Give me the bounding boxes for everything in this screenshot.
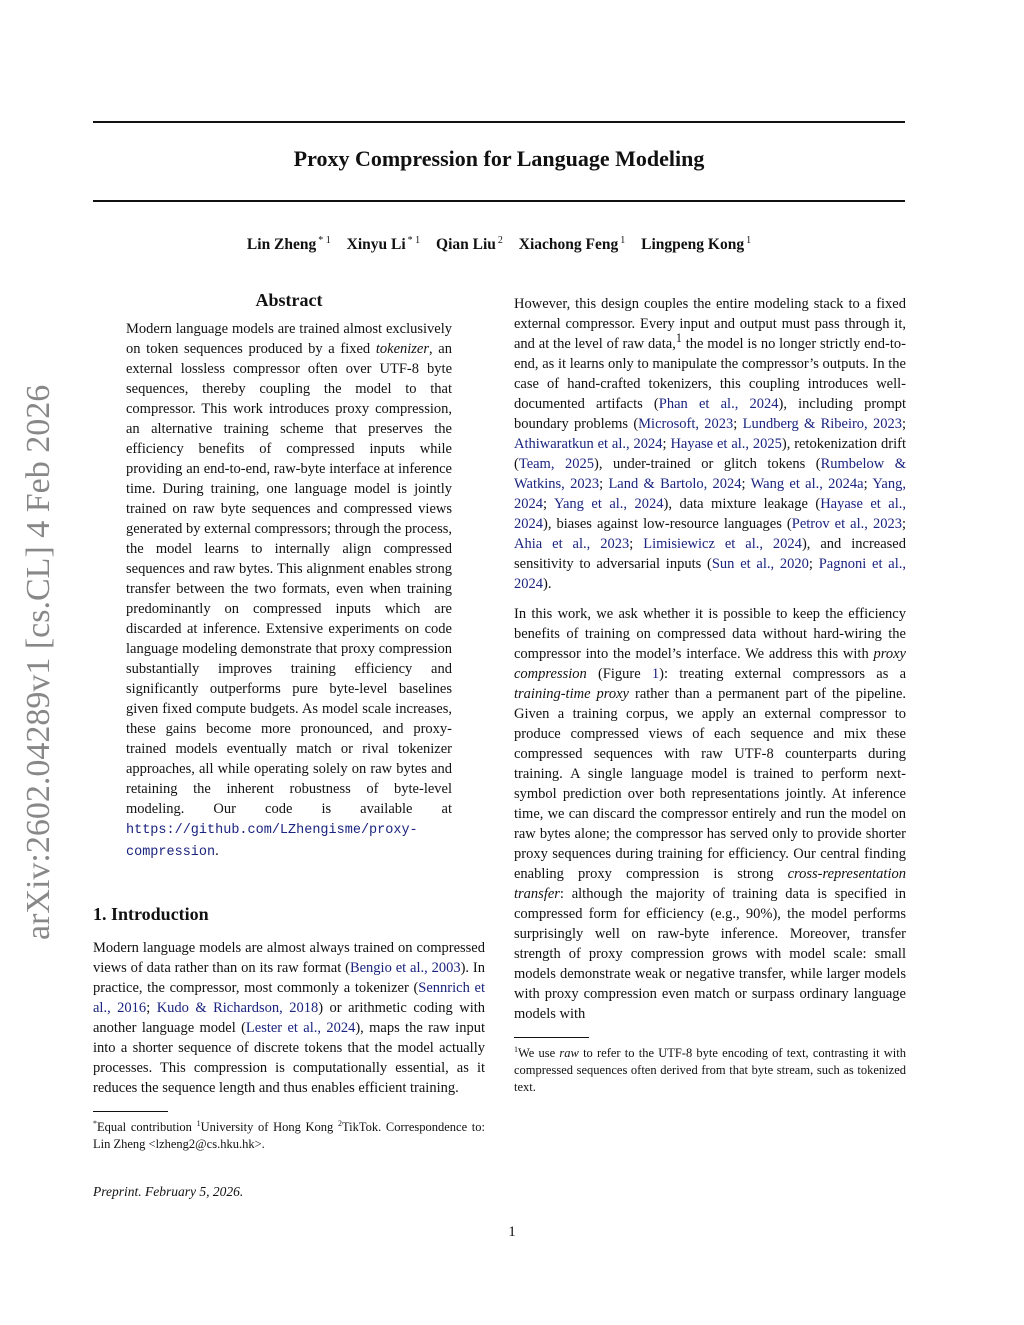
paragraph-text: ): treating external compressors as a: [659, 666, 906, 682]
citation-link[interactable]: Pagnoni et al., 2024: [514, 556, 906, 592]
author-affiliation: * 1: [407, 234, 421, 246]
paragraph-text: ), maps the raw input into a shorter sequence of discrete tokens that the model actually processes. This compression is computationally essential, as it reduces the sequence length and thus enables efficient training.: [93, 1020, 485, 1096]
abstract-text: Modern language models are trained almost exclusively on token sequences produced by a fixed: [126, 321, 452, 357]
preprint-note: Preprint. February 5, 2026.: [93, 1184, 244, 1199]
paper-title: Proxy Compression for Language Modeling: [293, 146, 705, 171]
page-number: 1: [508, 1224, 516, 1240]
citation-link[interactable]: Petrov et al., 2023: [791, 516, 902, 532]
author: [247, 236, 331, 253]
citation-separator: ;: [543, 496, 554, 512]
citation-separator: ;: [733, 416, 743, 432]
citation-separator: ;: [901, 416, 907, 432]
intro-paragraph-2: [514, 294, 906, 594]
author-affiliation: 1: [620, 234, 626, 246]
paragraph-text: ), and increased sensitivity to adversarial inputs (: [514, 536, 906, 572]
author-name: Lin Zheng: [246, 236, 317, 253]
paragraph-text: ) or arithmetic coding with another language model (: [93, 1000, 486, 1036]
footnote-text: TikTok. Correspondence to: Lin Zheng <lzheng2@cs.hku.hk>.: [93, 1120, 485, 1151]
footnote-reference[interactable]: 1: [675, 331, 682, 346]
author: [436, 236, 503, 253]
paragraph-text: ).: [543, 576, 552, 592]
citation-separator: ;: [741, 476, 751, 492]
intro-paragraph-1: [93, 938, 485, 1098]
citation-link[interactable]: Bengio et al., 2003: [349, 960, 461, 976]
citation-link[interactable]: Lester et al., 2024: [245, 1020, 356, 1036]
citation-separator: ;: [599, 476, 609, 492]
citation-link[interactable]: Phan et al., 2024: [658, 396, 779, 412]
citation-link[interactable]: Limisiewicz et al., 2024: [643, 536, 802, 552]
citation-link[interactable]: Sennrich et al., 2016: [93, 980, 485, 1016]
footnote-text: University of Hong Kong: [200, 1120, 338, 1134]
paragraph-text: Modern language models are almost always trained on compressed views of data rather than on its raw format (: [93, 940, 485, 976]
abstract-heading: Abstract: [255, 290, 323, 310]
paragraph-text: ), data mixture leakage (: [663, 496, 821, 512]
footnote-text: Equal contribution: [97, 1120, 197, 1134]
paragraph-text: ), biases against low-resource languages (: [543, 516, 792, 532]
abstract-body: [126, 319, 452, 863]
footnote-marker: 1: [196, 1118, 201, 1128]
paragraph-text: ). In practice, the compressor, most commonly a tokenizer (: [93, 960, 485, 996]
citation-separator: ;: [146, 1000, 157, 1016]
author-name: Lingpeng Kong: [641, 236, 745, 253]
citation-separator: ;: [901, 516, 906, 532]
footnote-text: We use: [518, 1046, 560, 1060]
footnote-marker: 1: [514, 1044, 518, 1054]
paragraph-text: the model is no longer strictly end-to-end, as it learns only to manipulate the compressor’s outputs. In the case of hand-crafted tokenizers, this coupling introduces well-documented artifacts (: [514, 336, 906, 412]
author-name: Xiachong Feng: [518, 236, 619, 253]
citation-separator: ;: [662, 436, 671, 452]
paragraph-text: ), retokenization drift (: [514, 436, 906, 472]
citation-link[interactable]: Hayase et al., 2024: [514, 496, 906, 532]
footnote-text: to refer to the UTF-8 byte encoding of text, contrasting it with compressed sequences often derived from that byte stream, such as tokenized text.: [514, 1046, 906, 1094]
citation-link[interactable]: Kudo & Richardson, 2018: [156, 1000, 319, 1016]
abstract-text: , an external lossless compressor often over UTF-8 byte sequences, thereby coupling the model to that compressor. This work introduces proxy compression, an alternative training scheme that preserves the efficiency benefits of compressed inputs while providing an end-to-end, raw-byte interface at inference time. During training, one language model is jointly trained on raw byte sequences and compressed views generated by external compressors; through the process, the model learns to internally align compressed sequences and raw bytes. This alignment enables strong transfer between the two formats, even when training predominantly on compressed inputs which are discarded at inference. Extensive experiments on code language modeling demonstrate that proxy compression substantially improves training efficiency and significantly outperforms pure byte-level baselines given fixed compute budgets. As model scale increases, these gains become more pronounced, and proxy-trained models eventually match or rival tokenizer approaches, all while operating solely on raw bytes and retaining the inherent robustness of byte-level modeling. Our code is available at: [126, 341, 452, 817]
footnote-raw-definition: [514, 1045, 906, 1096]
citation-separator: ;: [629, 536, 644, 552]
title-rule-top: [93, 121, 905, 123]
abstract-text: .: [215, 843, 219, 859]
emphasis-text: cross-representation transfer: [514, 866, 906, 902]
citation-link[interactable]: Land & Bartolo, 2024: [608, 476, 742, 492]
author: [519, 236, 625, 253]
intro-paragraph-3: [514, 604, 906, 1024]
paragraph-text: ), under-trained or glitch tokens (: [593, 456, 821, 472]
figure-reference-link[interactable]: 1: [651, 666, 660, 682]
code-repository-link[interactable]: https://github.com/LZhengisme/proxy-compression: [126, 823, 418, 860]
abstract-emphasis: tokenizer: [375, 341, 430, 357]
author: [641, 236, 751, 253]
section-heading-introduction: 1. Introduction: [93, 904, 209, 924]
title-rule-bottom: [93, 200, 905, 202]
emphasis-text: raw: [559, 1046, 579, 1060]
paragraph-text: (Figure: [586, 666, 652, 682]
paragraph-text: rather than a permanent part of the pipeline. Given a training corpus, we apply an external compressor to produce compressed views of each sequence and mix these compressed sequences with raw UTF-8 counterparts during training. A single language model is trained to perform next-symbol prediction over both representations jointly. At inference time, we can discard the compressor entirely and run the model on raw bytes alone; the compressor has served only to provide shorter proxy sequences during training for efficiency. Our central finding enabling proxy compression is strong: [514, 686, 906, 882]
citation-link[interactable]: Microsoft, 2023: [638, 416, 734, 432]
citation-link[interactable]: Hayase et al., 2025: [670, 436, 782, 452]
footnote-marker: *: [93, 1118, 97, 1128]
citation-link[interactable]: Wang et al., 2024a: [750, 476, 864, 492]
paragraph-text: In this work, we ask whether it is possible to keep the efficiency benefits of training on compressed data without hard-wiring the compressor into the model’s interface. We address this with: [514, 606, 906, 662]
citation-link[interactable]: Athiwaratkun et al., 2024: [514, 436, 663, 452]
footnote-marker: 2: [337, 1118, 342, 1128]
author-affiliation: * 1: [318, 234, 331, 246]
citation-link[interactable]: Yang, 2024: [514, 476, 906, 512]
paragraph-text: ), including prompt boundary problems (: [514, 396, 906, 432]
paragraph-text: However, this design couples the entire modeling stack to a fixed external compressor. Every input and output must pass through it, and at the level of raw data,: [514, 296, 906, 352]
footnote-affiliations: [93, 1119, 485, 1153]
author-affiliation: 1: [746, 234, 752, 246]
citation-link[interactable]: Rumbelow & Watkins, 2023: [514, 456, 906, 492]
emphasis-text: training-time proxy: [514, 686, 629, 702]
footnote-rule: [93, 1111, 168, 1112]
citation-link[interactable]: Lundberg & Ribeiro, 2023: [742, 416, 902, 432]
author-list: [93, 236, 905, 254]
right-column: [514, 294, 906, 1096]
footnote-rule: [514, 1037, 589, 1038]
arxiv-identifier-stamp: arXiv:2602.04289v1 [cs.CL] 4 Feb 2026: [20, 384, 57, 940]
left-column: [93, 290, 485, 1153]
citation-separator: ;: [808, 556, 819, 572]
author-name: Qian Liu: [436, 236, 496, 253]
author: [347, 236, 421, 253]
paragraph-text: : although the majority of training data is specified in compressed form for efficiency (e.g., 90%), the model performs surprisingly well on raw-byte inference. Moreover, transfer strength of proxy compression grows with model scale: small models demonstrate weak or negative transfer, while larger models with proxy compression even match or surpass ordinary language models with: [514, 886, 906, 1022]
citation-link[interactable]: Sun et al., 2020: [711, 556, 809, 572]
author-name: Xinyu Li: [346, 236, 406, 253]
citation-link[interactable]: Yang et al., 2024: [553, 496, 664, 512]
citation-link[interactable]: Team, 2025: [518, 456, 594, 472]
author-affiliation: 2: [497, 234, 503, 246]
citation-link[interactable]: Ahia et al., 2023: [514, 536, 630, 552]
citation-separator: ;: [863, 476, 873, 492]
emphasis-text: proxy compression: [514, 646, 906, 682]
